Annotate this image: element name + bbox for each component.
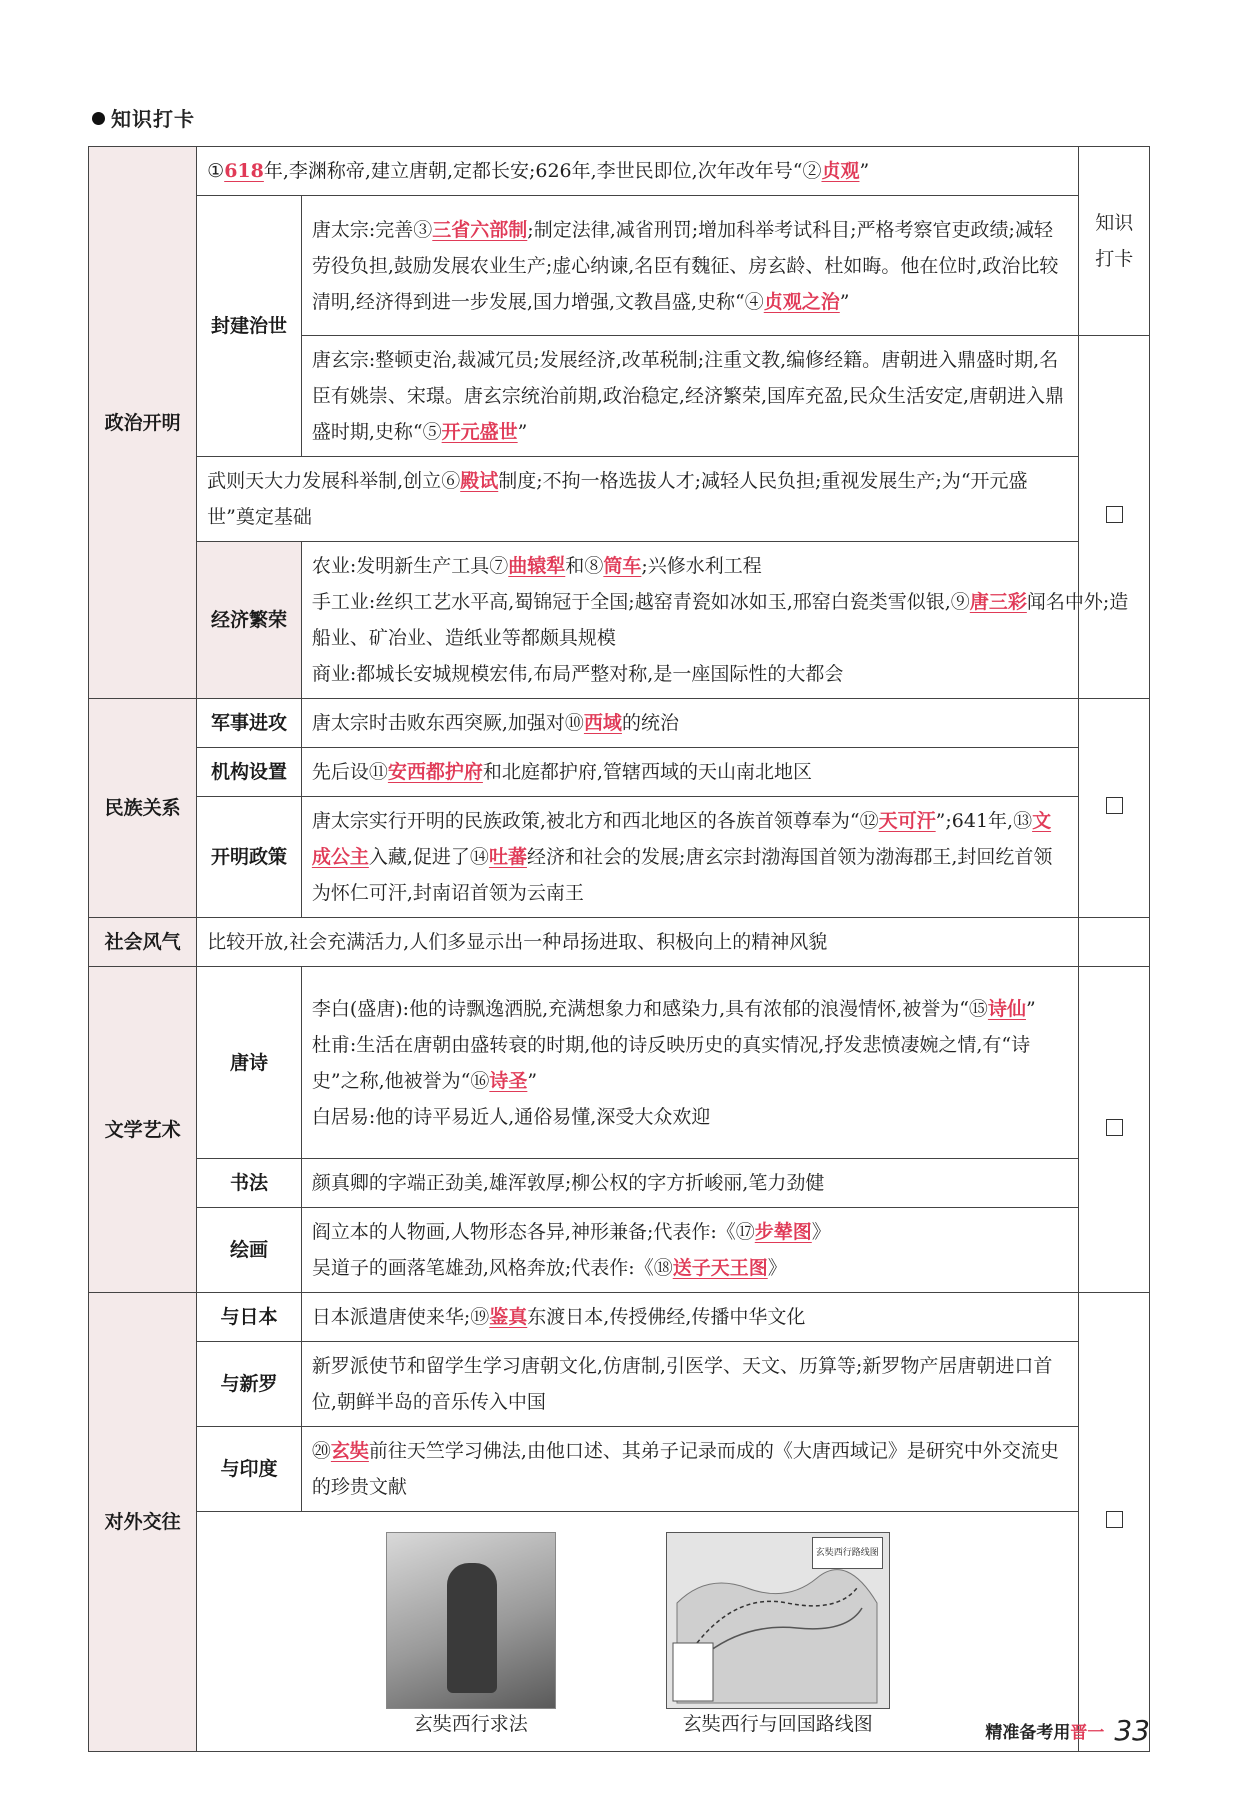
page-number: 33 [1114, 1714, 1150, 1747]
sub-silla: 与新罗 [197, 1342, 302, 1427]
ethnic-military: 唐太宗时击败东西突厥,加强对⑩西域的统治 [301, 699, 1079, 748]
politics-founding: ①618年,李渊称帝,建立唐朝,定都长安;626年,李世民即位,次年改年号“②贞观” [197, 147, 1079, 196]
answer-19: 鉴真 [489, 1306, 528, 1328]
society-content: 比较开放,社会充满活力,人们多显示出一种昂扬进取、积极向上的精神风貌 [197, 918, 1079, 967]
answer-3: 三省六部制 [432, 218, 528, 241]
answer-8: 筒车 [603, 555, 642, 577]
page-footer [985, 1714, 1150, 1747]
answer-11: 安西都护府 [387, 761, 483, 783]
answer-15: 诗仙 [987, 997, 1026, 1020]
section-heading: 知识打卡 [92, 103, 195, 132]
sub-poetry: 唐诗 [197, 967, 302, 1159]
category-society: 社会风气 [89, 918, 197, 967]
answer-6: 殿试 [460, 470, 499, 492]
category-politics: 政治开明 [89, 147, 197, 699]
answer-10: 西域 [583, 712, 622, 734]
category-ethnic: 民族关系 [89, 699, 197, 918]
answer-9: 唐三彩 [969, 591, 1027, 613]
ethnic-policy: 唐太宗实行开明的民族政策,被北方和西北地区的各族首领尊奉为“⑫天可汗”;641年,⑬文成公主入藏,促进了⑭吐蕃经济和社会的发展;唐玄宗封渤海国首领为渤海郡王,封回纥首领为怀仁可汗,封南诏首领为云南王 [301, 797, 1079, 918]
answer-20: 玄奘 [330, 1440, 369, 1462]
foreign-india: ⑳玄奘前往天竺学习佛法,由他口述、其弟子记录而成的《大唐西域记》是研究中外交流史的珍贵文献 [301, 1427, 1079, 1512]
footer-label: 精准备考用 [985, 1723, 1071, 1743]
footer-brand: 晋一 [1070, 1723, 1105, 1743]
sub-calligraphy: 书法 [197, 1159, 302, 1208]
checkbox-icon[interactable] [1106, 1511, 1123, 1528]
route-map-image [666, 1532, 890, 1709]
figure-xuanzang-journey [386, 1532, 556, 1739]
sub-japan: 与日本 [197, 1293, 302, 1342]
ethnic-agency: 先后设⑪安西都护府和北庭都护府,管辖西域的天山南北地区 [301, 748, 1079, 797]
economy-content: 农业:发明新生产工具⑦曲辕犁和⑧筒车;兴修水利工程 手工业:丝织工艺水平高,蜀锦冠于全国;越窑青瓷如冰如玉,邢窑白瓷类雪似银,⑨唐三彩闻名中外;造船业、矿冶业、造纸业等都颇具规模 商业:都城长安城规模宏伟,布局严整对称,是一座国际性的大都会 [301, 542, 1149, 699]
checkbox-icon[interactable] [1106, 506, 1123, 523]
answer-13: 文成公主 [311, 810, 1052, 868]
answer-18: 送子天王图 [672, 1257, 768, 1279]
sub-feudal: 封建治世 [197, 196, 302, 457]
figure-caption: 玄奘西行求法 [413, 1713, 528, 1735]
literature-poetry: 李白(盛唐):他的诗飘逸洒脱,充满想象力和感染力,具有浓郁的浪漫情怀,被誉为“⑮诗仙” 杜甫:生活在唐朝由盛转衰的时期,他的诗反映历史的真实情况,抒发悲愤凄婉之情,有“诗史”之称,他被誉为“⑯诗圣” 白居易:他的诗平易近人,通俗易懂,深受大众欢迎 [301, 967, 1079, 1159]
literature-calligraphy: 颜真卿的字端正劲美,雄浑敦厚;柳公权的字方折峻丽,笔力劲健 [301, 1159, 1079, 1208]
checkbox-foreign[interactable] [1079, 1293, 1150, 1752]
answer-12: 天可汗 [878, 810, 936, 832]
checkbox-literature[interactable] [1079, 967, 1150, 1293]
foreign-figures [197, 1512, 1079, 1752]
checkbox-icon[interactable] [1106, 797, 1123, 814]
figure-route-map [666, 1532, 890, 1739]
politics-wuzetian: 武则天大力发展科举制,创立⑥殿试制度;不拘一格选拔人才;减轻人民负担;重视发展生产;为“开元盛世”奠定基础 [197, 457, 1079, 542]
sub-agency: 机构设置 [197, 748, 302, 797]
politics-taizong: 唐太宗:完善③三省六部制;制定法律,减省刑罚;增加科举考试科目;严格考察官吏政绩;减轻劳役负担,鼓励发展农业生产;虚心纳谏,名臣有魏征、房玄龄、杜如晦。他在位时,政治比较清明,经济得到进一步发展,国力增强,文教昌盛,史称“④贞观之治” [301, 196, 1079, 336]
answer-16: 诗圣 [489, 1069, 528, 1092]
politics-xuanzong: 唐玄宗:整顿吏治,裁减冗员;发展经济,改革税制;注重文教,编修经籍。唐朝进入鼎盛时期,名臣有姚崇、宋璟。唐玄宗统治前期,政治稳定,经济繁荣,国库充盈,民众生活安定,唐朝进入鼎盛时期,史称“⑤开元盛世” [301, 336, 1079, 457]
map-title: 玄奘西行路线图 [812, 1537, 883, 1569]
checkin-header: 知识 打卡 [1079, 147, 1150, 336]
answer-5: 开元盛世 [441, 421, 518, 443]
category-foreign: 对外交往 [89, 1293, 197, 1752]
sub-india: 与印度 [197, 1427, 302, 1512]
foreign-silla: 新罗派使节和留学生学习唐朝文化,仿唐制,引医学、天文、历算等;新罗物产居唐朝进口首位,朝鲜半岛的音乐传入中国 [301, 1342, 1079, 1427]
answer-2: 贞观 [821, 160, 860, 182]
answer-17: 步辇图 [754, 1221, 812, 1243]
answer-1: 618 [224, 160, 264, 182]
knowledge-table [88, 146, 1150, 1752]
checkbox-ethnic[interactable] [1079, 699, 1150, 918]
category-economy: 经济繁荣 [197, 542, 302, 699]
answer-4: 贞观之治 [763, 290, 840, 313]
category-literature: 文学艺术 [89, 967, 197, 1293]
foreign-japan: 日本派遣唐使来华;⑲鉴真东渡日本,传授佛经,传播中华文化 [301, 1293, 1079, 1342]
empty-cell [1079, 918, 1150, 967]
literature-painting: 阎立本的人物画,人物形态各异,神形兼备;代表作:《⑰步辇图》 吴道子的画落笔雄劲,风格奔放;代表作:《⑱送子天王图》 [301, 1208, 1079, 1293]
sub-military: 军事进攻 [197, 699, 302, 748]
answer-7: 曲辕犁 [508, 555, 566, 577]
answer-14: 吐蕃 [488, 846, 527, 868]
xuanzang-portrait-image [386, 1532, 556, 1709]
checkbox-icon[interactable] [1106, 1119, 1123, 1136]
sub-painting: 绘画 [197, 1208, 302, 1293]
sub-policy: 开明政策 [197, 797, 302, 918]
bullet-icon [92, 112, 105, 125]
figure-caption: 玄奘西行与回国路线图 [682, 1713, 873, 1735]
